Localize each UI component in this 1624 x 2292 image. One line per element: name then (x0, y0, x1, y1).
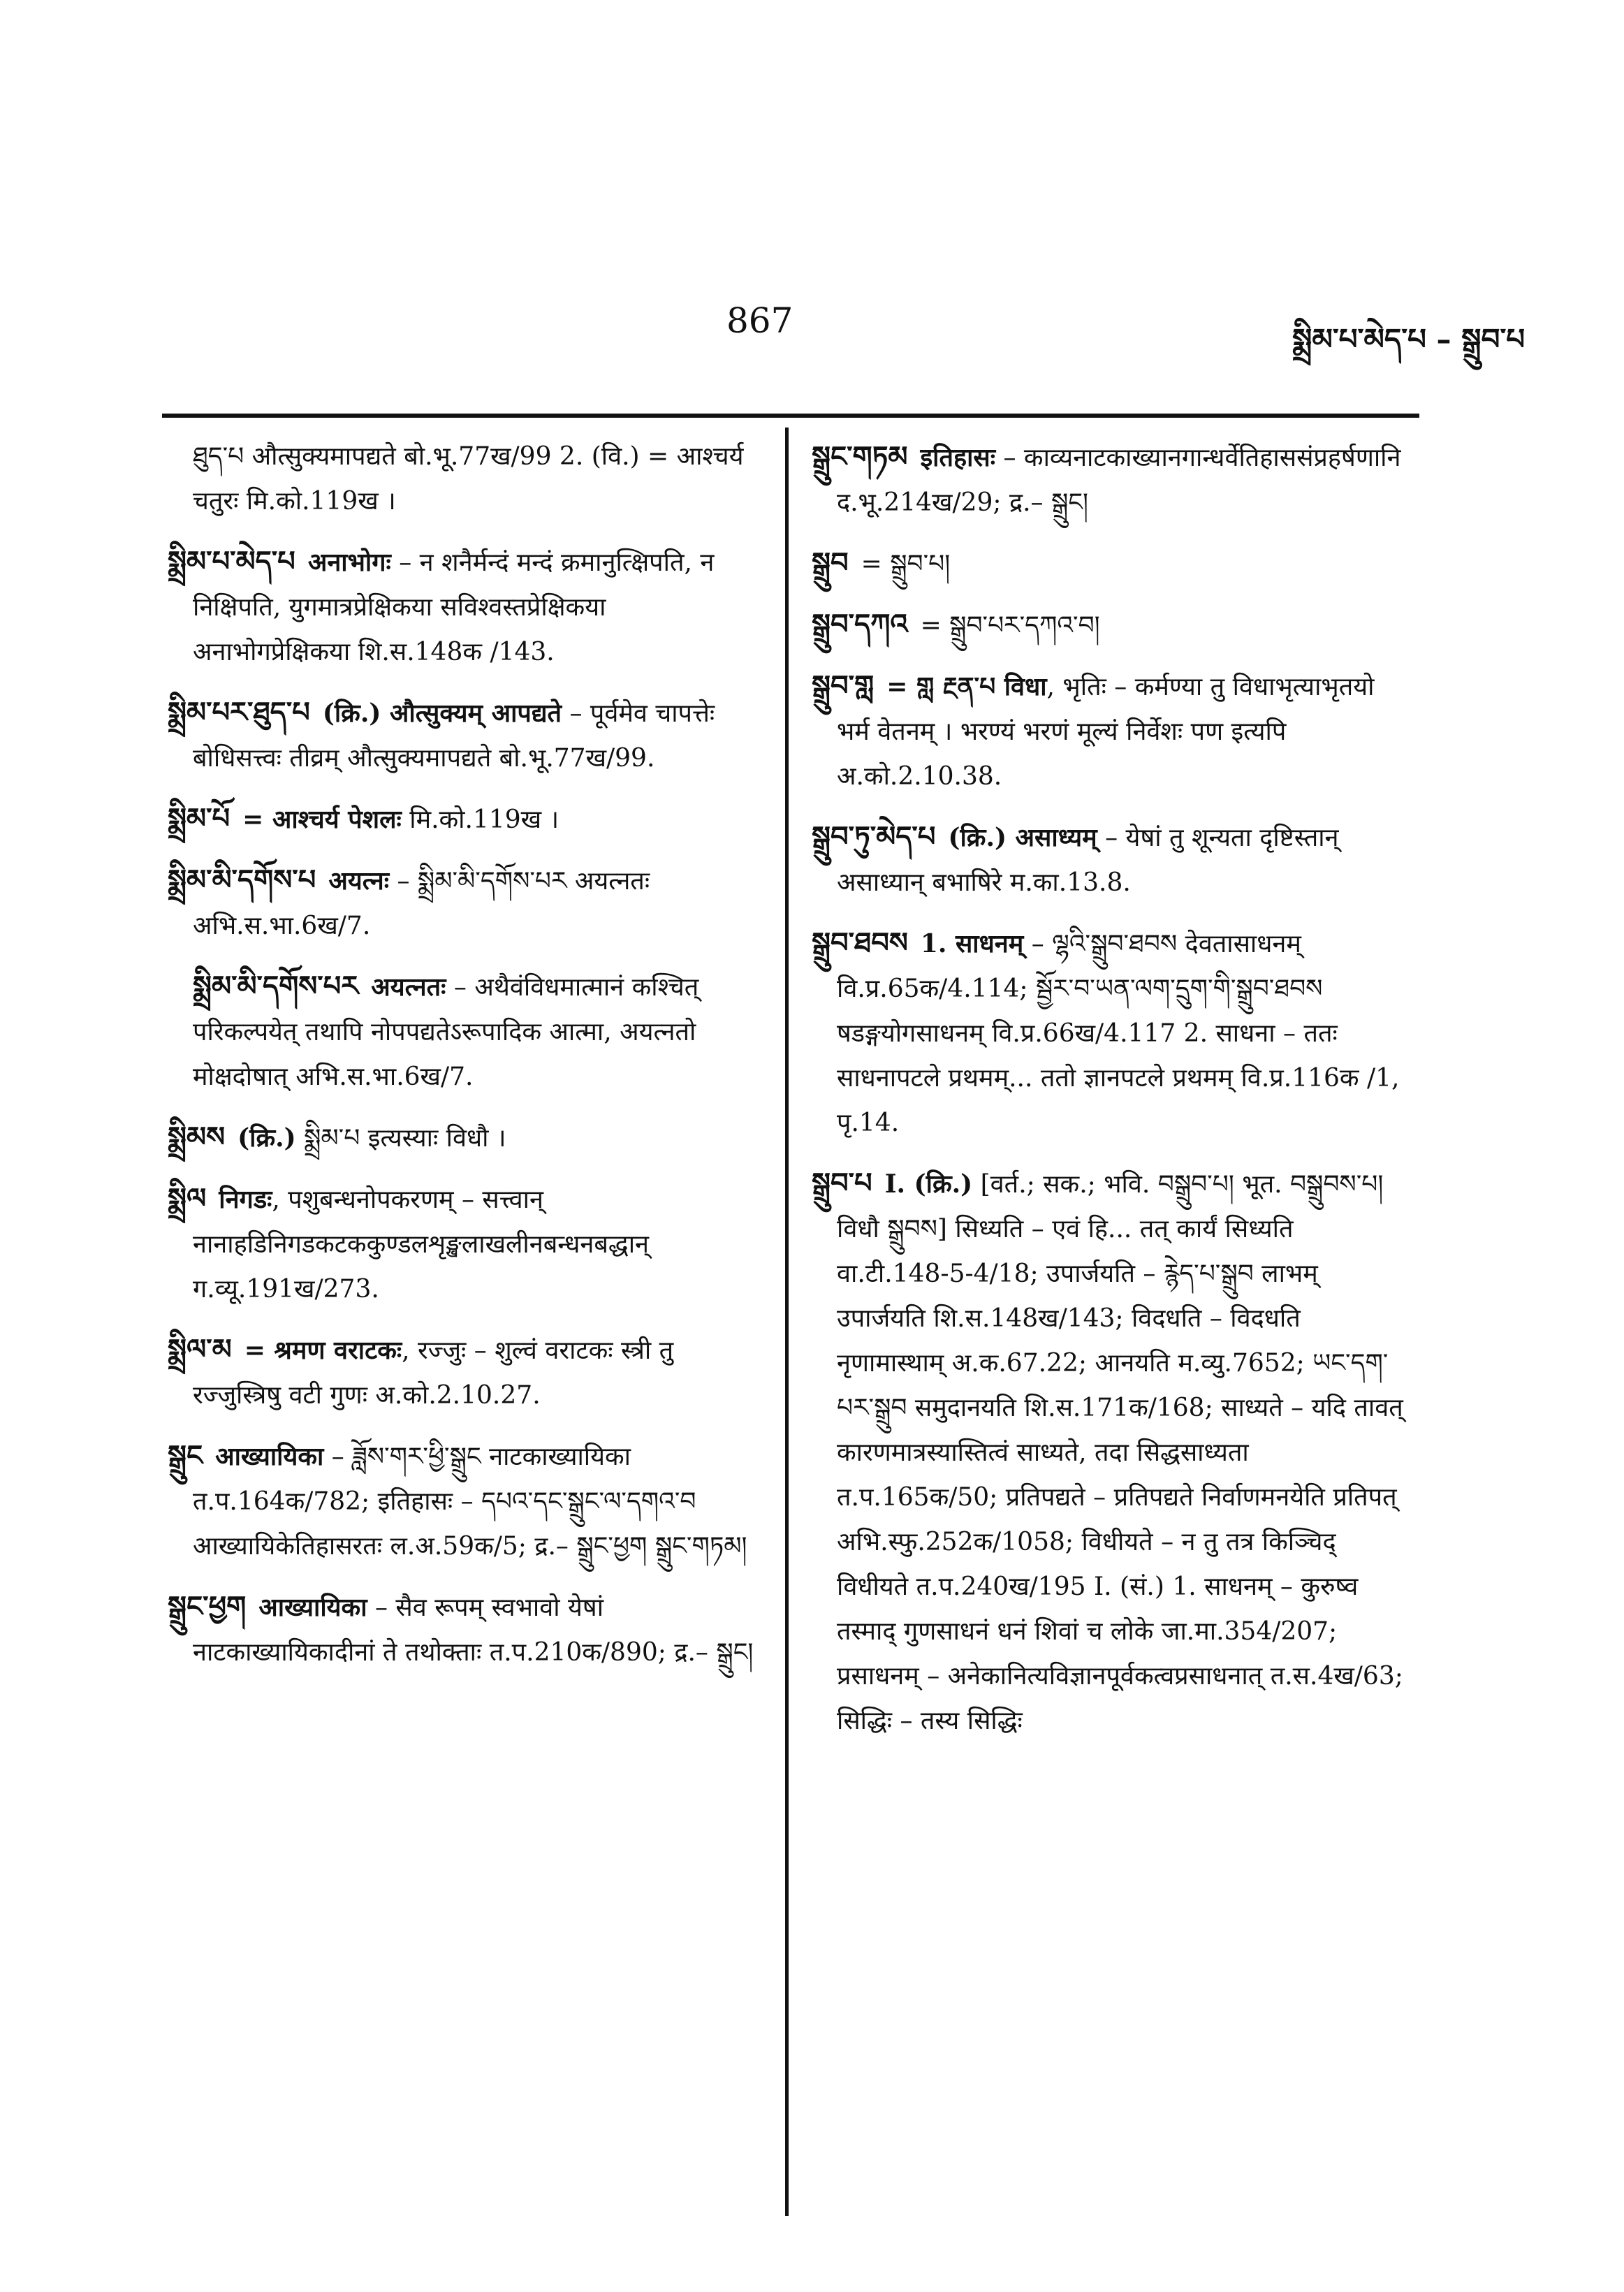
entry-body: = སྒྲུབ་པ། (861, 550, 951, 578)
entry-headword: སྒྲུབ་གླ (812, 669, 875, 702)
entry-body: = སྒྲུབ་པར་དཀའ་བ། (920, 611, 1100, 640)
dictionary-entry (168, 796, 761, 842)
entry-equivalent: अनाभोगः (307, 548, 391, 577)
entry-headword: སྒྲུབ་ཏུ་མེད་པ (812, 820, 936, 853)
dictionary-entry (168, 1327, 761, 1418)
entry-equivalent: = आश्चर्य पेशलः (242, 805, 402, 834)
entry-body: – སྨྲིམ་མི་དགོས་པར अयत्नतः अभि.स.भा.6ख/7. (193, 867, 650, 940)
dictionary-entry (168, 1176, 761, 1312)
entry-equivalent: आख्यायिका (215, 1442, 324, 1471)
entry-equivalent: (क्रि.) औत्सुक्यम् आपद्यते (322, 699, 562, 728)
entry-headword: སྒྲུབ (812, 546, 849, 579)
entry-headword: སྨྲིམས (168, 1121, 226, 1153)
entry-headword: སྒྲུབ་དཀའ (812, 608, 908, 641)
entry-equivalent: = श्रमण वराटकः (244, 1336, 402, 1365)
dictionary-entry (168, 1115, 761, 1161)
running-head: སྨྲིམ་པ་མེད་པ – སྒྲུབ་པ (1292, 322, 1526, 356)
entry-body: , भृतिः – कर्मण्या तु विधाभृत्याभृतयो भर्म वेतनम् । भरण्यं भरणं मूल्यं निर्वेशः पण इत्यपि अ.को.2.10.38. (837, 673, 1375, 791)
dictionary-entry (812, 664, 1412, 799)
entry-headword: སྨྲིམ་པོ (168, 802, 231, 835)
dictionary-entry (168, 858, 761, 949)
entry-equivalent: अयत्नः (328, 866, 390, 896)
dictionary-entry (168, 1433, 761, 1569)
dictionary-entry (812, 435, 1412, 525)
entry-body: – सैव रूपम् स्वभावो येषां नाटकाख्यायिकादीनां ते तथोक्ताः त.प.210क/890; द्र.– སྒྲུང། (193, 1593, 754, 1667)
entry-equivalent: इतिहासः (920, 443, 996, 472)
entry-equivalent: आख्यायिका (258, 1593, 367, 1622)
entry-headword: སྨྲིལ (168, 1182, 207, 1215)
entry-body: [वर्त.; सक.; भवि. བསྒྲུབ་པ། भूत. བསྒྲུབས་པ། विधौ སྒྲུབས] सिध्यति – एवं हि... तत् कार्यं सिध्यति वा.टी.148-5-4/18; उपार्जयति – རྙེད་པ་སྒྲུབ लाभम् उपार्जयति शि.स.148ख/143; विदधति – विदधति नृणामास्थाम् अ.क.67.22; आनयति म.व्यु.7652; ཡང་དག་པར་སྒྲུབ समुदानयति शि.स.171क/168; साध्यते – यदि तावत् कारणमात्रस्यास्तित्वं साध्यते, तदा सिद्धसाध्यता त.प.165क/50; प्रतिपद्यते – प्रतिपद्यते निर्वाणमनयेति प्रतिपत् अभि.स्फु.252क/1058; विधीयते – न तु तत्र किञ्चिद् विधीयते त.प.240ख/195 I. (सं.) 1. साधनम् – कुरुष्व तस्माद् गुणसाधनं धनं शिवां च लोके जा.मा.354/207; प्रसाधनम् – अनेकानित्यविज्ञानपूर्वकत्वप्रसाधनात् त.स.4ख/63; सिद्धिः – तस्य सिद्धिः (837, 1170, 1403, 1735)
entry-body: – ཟློས་གར་ཕྱི་སྒྲུང नाटकाख्यायिका त.प.164क/782; इतिहासः – དཔའ་དང་སྒྲུང་ལ་དགའ་བ आख्यायिकेतिहासरतः ल.अ.59क/5; द्र.– སྒྲུང་ཕྱག སྒྲུང་གཏམ། (193, 1443, 747, 1561)
entry-equivalent: निगडः (219, 1185, 272, 1214)
column-divider (785, 428, 789, 2216)
entry-headword: སྒྲུབ་པ (812, 1167, 872, 1199)
left-column (168, 435, 761, 1691)
dictionary-entry (168, 539, 761, 675)
entry-headword: སྒྲུང (168, 1439, 203, 1472)
entry-headword: སྨྲིམ་པ་མེད་པ (168, 545, 295, 578)
entry-body: , पशुबन्धनोपकरणम् – सत्त्वान् नानाहडिनिगडकटककुण्डलशृङ्खलाखलीनबन्धनबद्धान् ग.व्यू.191ख/273. (193, 1185, 650, 1304)
entry-equivalent: I. (क्रि.) (884, 1169, 973, 1199)
entry-body: སྨྲིམ་པ इत्यस्याः विधौ । (295, 1124, 506, 1153)
entry-body: मि.को.119ख । (401, 805, 559, 834)
entry-headword: སྒྲུབ་ཐབས (812, 926, 908, 959)
entry-equivalent: 1. साधनम् (920, 929, 1024, 958)
dictionary-entry (812, 815, 1412, 905)
entry-equivalent: = གླ རྔན་པ विधा (886, 672, 1047, 701)
entry-equivalent: (क्रि.) (237, 1123, 296, 1153)
entry-headword: སྨྲིམ་མི་དགོས་པ (168, 863, 316, 896)
dictionary-entry (812, 541, 1412, 587)
entry-headword: སྨྲིམ་མི་དགོས་པར (193, 970, 359, 1002)
dictionary-subentry (168, 964, 761, 1100)
entry-equivalent: अयत्नतः (371, 972, 446, 1002)
entry-body: – काव्यनाटकाख्यानगान्धर्वेतिहाससंप्रहर्षणानि द.भू.214ख/29; द्र.– སྒྲུང། (837, 444, 1401, 517)
dictionary-entry (168, 1584, 761, 1675)
entry-body: – न शनैर्मन्दं मन्दं क्रमानुत्क्षिपति, न निक्षिपति, युगमात्रप्रेक्षिकया सविश्वस्तप्रेक्षिकया अनाभोगप्रेक्षिकया शि.स.148क /143. (193, 548, 715, 666)
entry-equivalent: (क्रि.) असाध्यम् (948, 823, 1097, 852)
dictionary-entry (812, 921, 1412, 1146)
entry-body: – ལྷའི་སྒྲུབ་ཐབས देवतासाधनम् वि.प्र.65क/4.114; སྦྱོར་བ་ཡན་ལག་དྲུག་གི་སྒྲུབ་ཐབས षडङ्गयोगसाधनम् वि.प्र.66ख/4.117 2. साधना – ततः साधनापटले प्रथमम्... ततो ज्ञानपटले प्रथमम् वि.प्र.116क /1, पृ.14. (837, 930, 1400, 1137)
entry-body: – अथैवंविधमात्मानं कश्चित् परिकल्पयेत् तथापि नोपपद्यतेऽरूपादिक आत्मा, अयत्नतो मोक्षदोषात् अभि.स.भा.6ख/7. (193, 973, 699, 1091)
entry-headword: སྒྲུང་གཏམ (812, 440, 908, 473)
entry-body: , रज्जुः – शुल्वं वराटकः स्त्री तु रज्जुस्त्रिषु वटी गुणः अ.को.2.10.27. (193, 1336, 674, 1410)
entry-headword: སྨྲིམ་པར་ཐུད་པ (168, 696, 310, 729)
dictionary-entry (812, 602, 1412, 648)
entry-body: – पूर्वमेव चापत्तेः बोधिसत्त्वः तीव्रम् औत्सुक्यमापद्यते बो.भू.77ख/99. (193, 699, 715, 773)
dictionary-entry (168, 690, 761, 781)
page-number: 867 (726, 300, 793, 341)
entry-headword: སྒྲུང་ཕྱག (168, 1590, 247, 1623)
entry-headword: སྨྲིལ་མ (168, 1333, 232, 1366)
dictionary-entry (812, 1161, 1412, 1744)
right-column (812, 435, 1412, 1759)
entry-continuation: ཐུད་པ औत्सुक्यमापद्यते बो.भू.77ख/99 2. (वि.) = आश्चर्य चतुरः मि.को.119ख । (193, 442, 744, 516)
header-rule (162, 414, 1419, 418)
entry-body: – येषां तु शून्यता दृष्टिस्तान् असाध्यान् बभाषिरे म.का.13.8. (837, 824, 1339, 897)
